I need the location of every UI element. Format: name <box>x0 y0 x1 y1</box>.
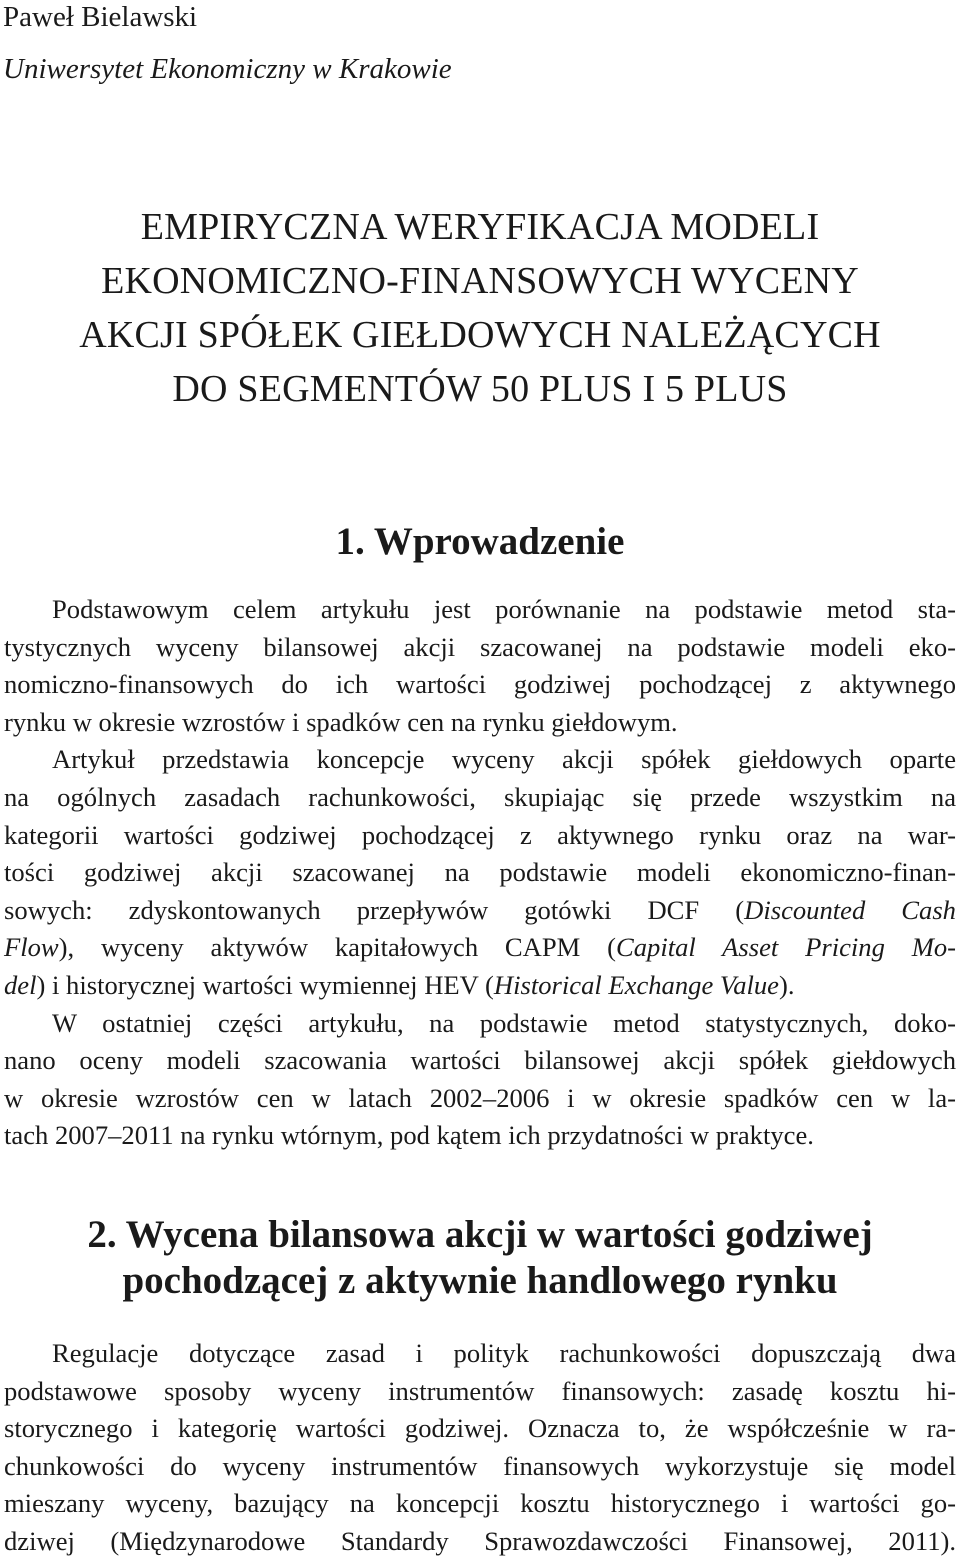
title-line: AKCJI SPÓŁEK GIEŁDOWYCH NALEŻĄCYCH <box>79 314 881 356</box>
text-line: na ogólnych zasadach rachunkowości, skupiając się przede wszystkim na <box>4 781 956 812</box>
text-line: nano oceny modeli szacowania wartości bilansowej akcji spółek giełdowych <box>4 1045 956 1076</box>
text-line: Artykuł przedstawia koncepcje wyceny akcji spółek giełdowych oparte <box>52 744 956 775</box>
text-line: dziwej (Międzynarodowe Standardy Sprawozdawczości Finansowej, 2011). <box>4 1525 956 1556</box>
title-line: EMPIRYCZNA WERYFIKACJA MODELI <box>140 206 820 248</box>
title-line: EKONOMICZNO-FINANSOWYCH WYCENY <box>101 260 859 302</box>
heading-line: pochodzącej z aktywnie handlowego rynku <box>122 1259 838 1302</box>
article-title <box>0 200 960 416</box>
text-line: storycznego i kategorię wartości godziwej. Oznacza to, że współcześnie w ra- <box>4 1413 956 1444</box>
text-line: nomiczno-finansowych do ich wartości godziwej pochodzącej z aktywnego <box>4 669 956 700</box>
section-introduction-text <box>4 591 956 1155</box>
section-fair-value-text <box>4 1335 956 1561</box>
text-line: rynku w okresie wzrostów i spadków cen na rynku giełdowym. <box>4 706 678 737</box>
text-line <box>4 929 956 967</box>
text-line: mieszany wyceny, bazujący na koncepcji kosztu historycznego i wartości go- <box>4 1488 956 1519</box>
heading-line: 2. Wycena bilansowa akcji w wartości godziwej <box>87 1213 873 1256</box>
text-run: ) i historycznej wartości wymiennej HEV ( <box>36 969 494 1000</box>
italic-term: Historical Exchange Value <box>493 969 779 1000</box>
text-line <box>4 892 956 930</box>
author-affiliation: Uniwersytet Ekonomiczny w Krakowie <box>3 53 452 85</box>
text-line: chunkowości do wyceny instrumentów finansowych wykorzystuje się model <box>4 1450 956 1481</box>
title-line: DO SEGMENTÓW 50 PLUS I 5 PLUS <box>172 368 788 410</box>
text-line: tystycznych wyceny bilansowej akcji szacowanej na podstawie modeli eko- <box>4 631 956 662</box>
text-line: Podstawowym celem artykułu jest porównanie na podstawie metod sta- <box>52 594 956 624</box>
text-line: Regulacje dotyczące zasad i polityk rachunkowości dopuszczają dwa <box>52 1338 956 1368</box>
text-run: sowych: zdyskontowanych przepływów gotówki DCF ( <box>4 894 745 925</box>
italic-term: Discounted Cash <box>744 894 956 925</box>
italic-term: Capital Asset Pricing Mo- <box>616 932 956 963</box>
text-line: tach 2007–2011 na rynku wtórnym, pod kątem ich przydatności w praktyce. <box>4 1120 814 1151</box>
text-line: w okresie wzrostów cen w latach 2002–2006 i w okresie spadków cen w la- <box>4 1082 956 1113</box>
section-heading-fair-value <box>0 1212 960 1304</box>
section-heading-introduction: 1. Wprowadzenie <box>335 520 625 563</box>
text-line <box>4 967 956 1005</box>
italic-term: Flow <box>4 932 59 963</box>
text-run: ), wyceny aktywów kapitałowych CAPM ( <box>58 932 616 963</box>
text-line: tości godziwej akcji szacowanej na podstawie modeli ekonomiczno-finan- <box>4 857 956 888</box>
text-line: podstawowe sposoby wyceny instrumentów finansowych: zasadę kosztu hi- <box>4 1375 956 1406</box>
text-line: kategorii wartości godziwej pochodzącej z aktywnego rynku oraz na war- <box>4 819 956 850</box>
text-line: W ostatniej części artykułu, na podstawie metod statystycznych, doko- <box>52 1007 956 1038</box>
italic-term: del <box>4 969 37 1000</box>
text-run: ). <box>778 969 795 1000</box>
author-name: Paweł Bielawski <box>3 1 198 33</box>
